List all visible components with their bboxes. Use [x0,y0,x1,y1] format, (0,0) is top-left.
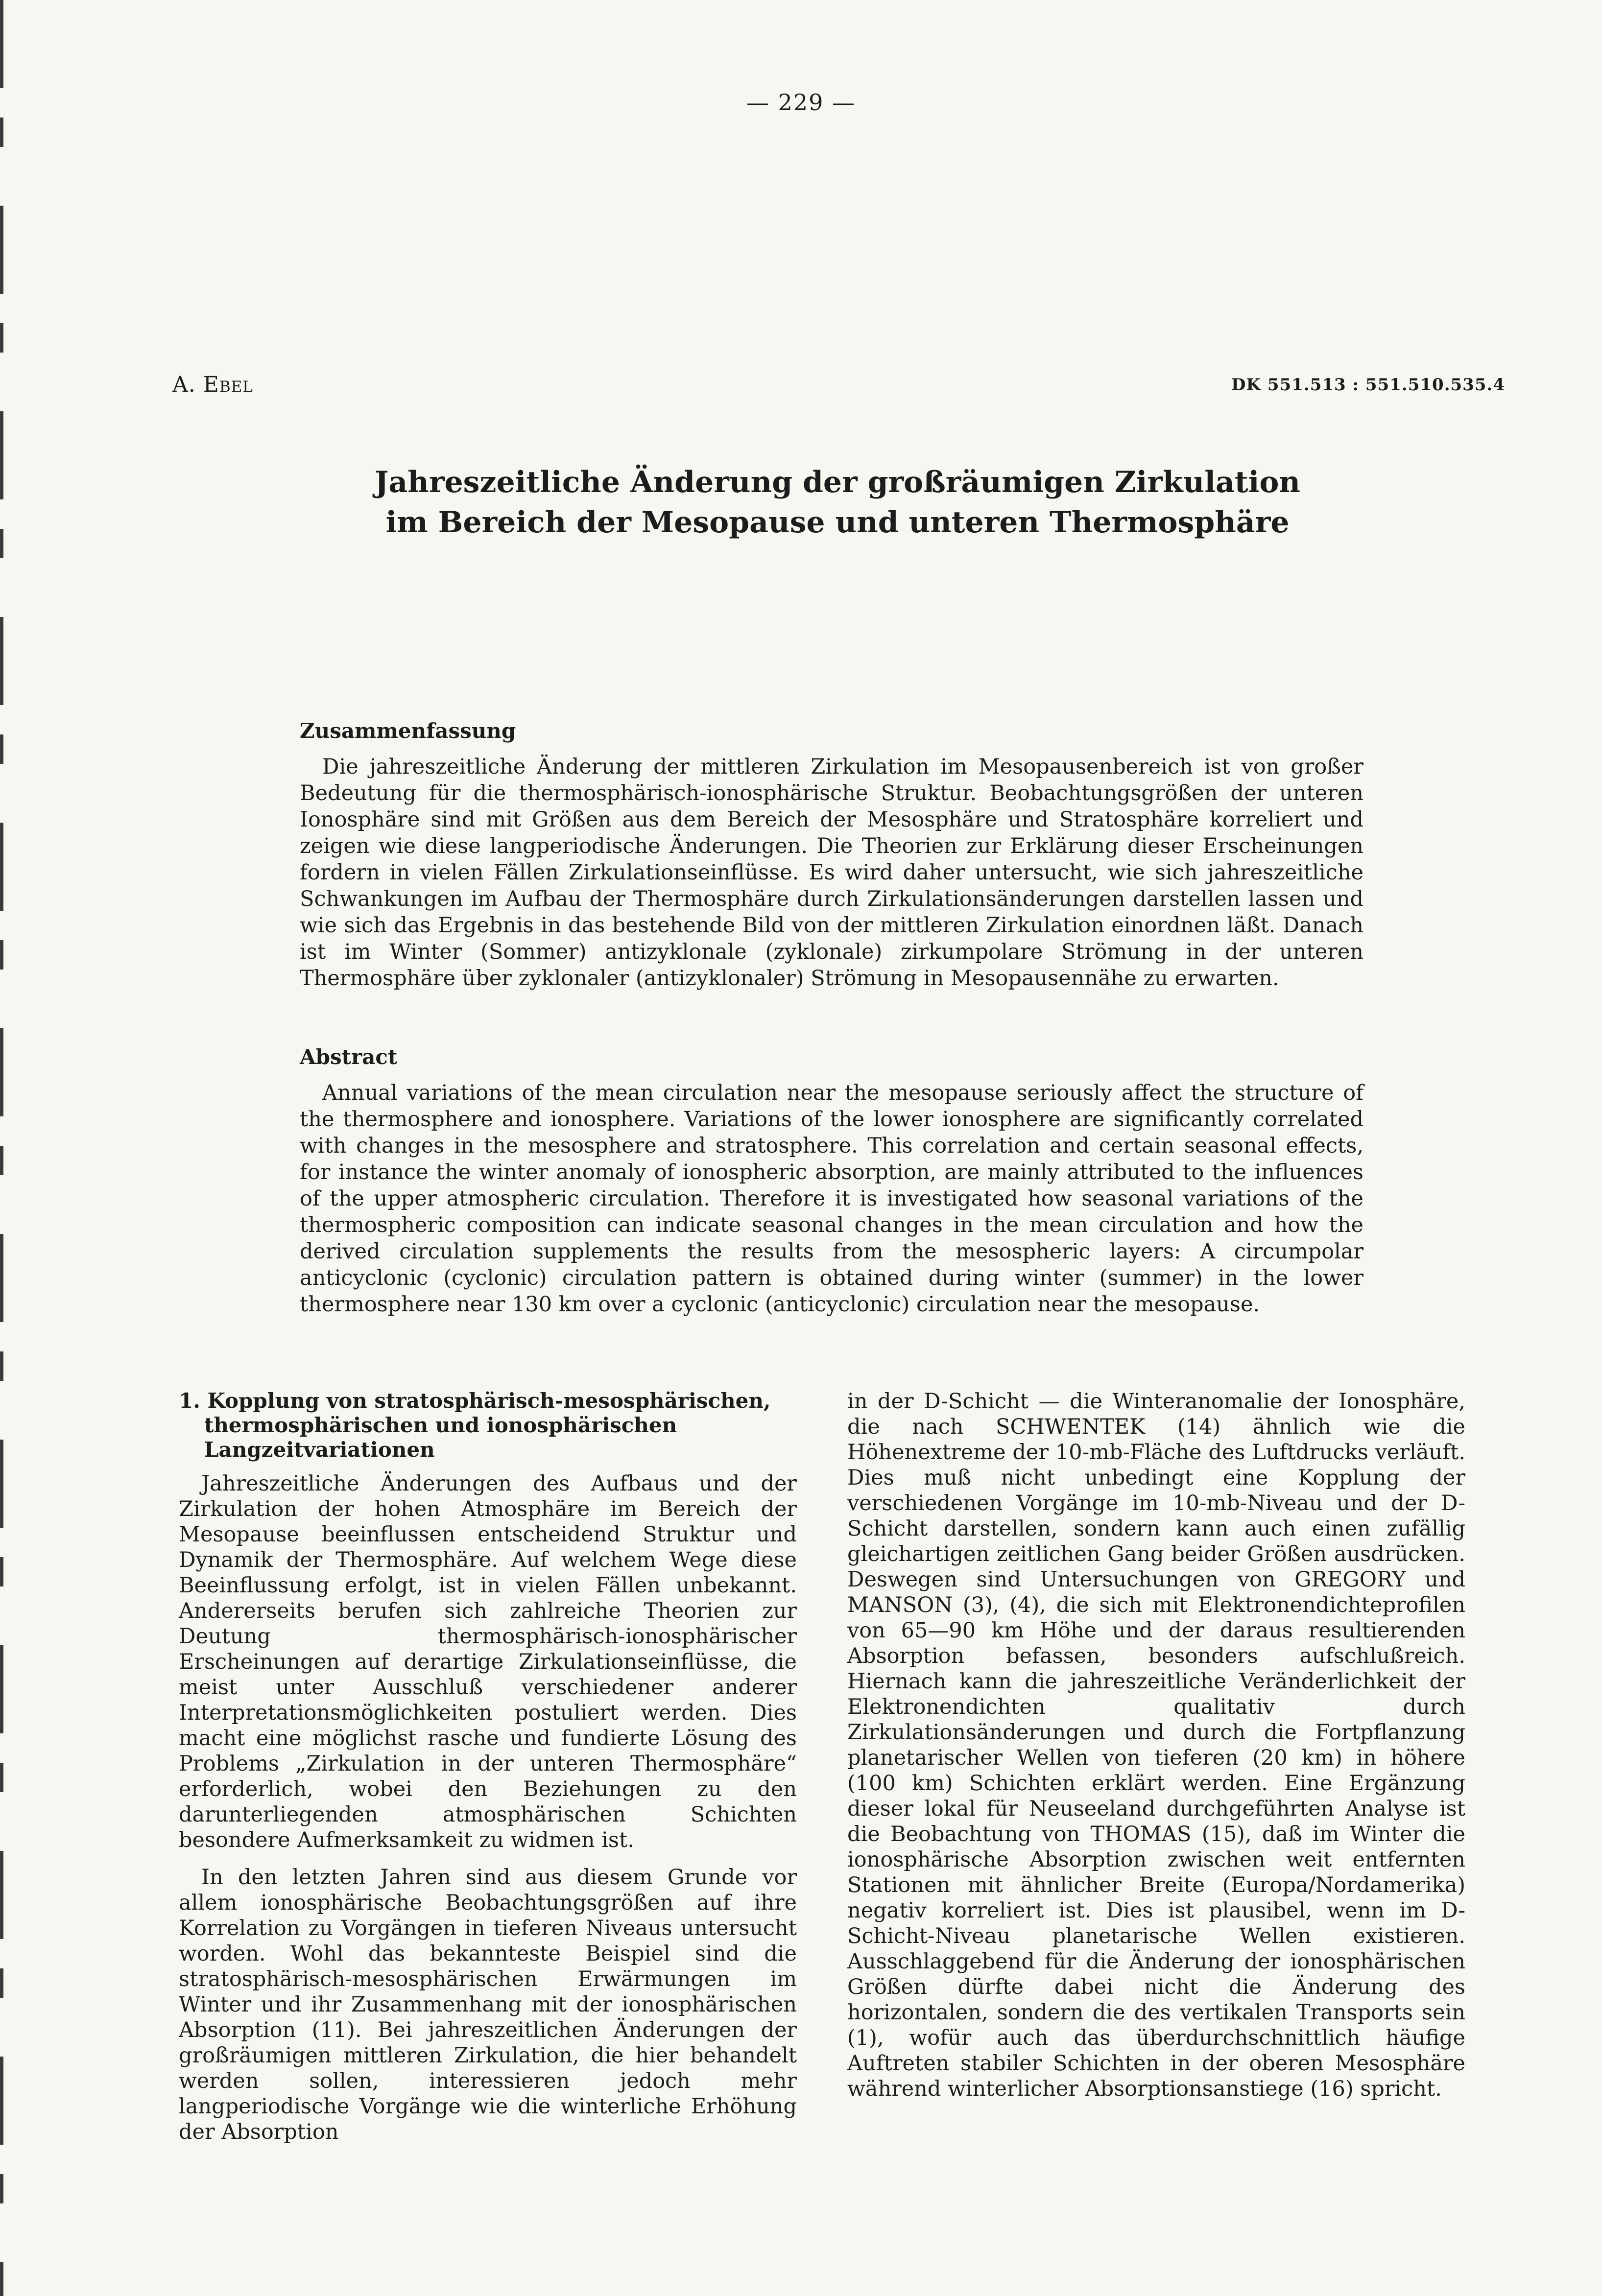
abstract-section [300,1045,1363,1318]
title-line-2: im Bereich der Mesopause und unteren Thermosphäre [385,505,1290,540]
right-column [847,1389,1465,2113]
zusammenfassung-heading: Zusammenfassung [300,719,516,743]
abstract-text: Annual variations of the mean circulation near the mesopause seriously affect the structure of the thermosphere and ionosphere. Variations of the lower ionosphere are significantly correlated with changes in the mesosphere and stratosphere. This correlation and certain seasonal effects, for instance the winter anomaly of ionospheric absorption, are mainly attributed to the influences of the upper atmospheric circulation. Therefore it is investigated how seasonal variations of the thermospheric composition can indicate seasonal changes in the mean circulation and how the derived circulation supplements the results from the mesospheric layers: A circumpolar anticyclonic (cyclonic) circulation pattern is obtained during winter (summer) in the lower thermosphere near 130 km over a cyclonic (anticyclonic) circulation near the mesopause. [300,1081,1363,1317]
author: A. Ebel [172,372,253,397]
section-1-heading: 1. Kopplung von stratosphärisch-mesosphärischen, thermosphärischen und ionosphärischen Langzeitvariationen [179,1389,771,1462]
zusammenfassung-text: Die jahreszeitliche Änderung der mittleren Zirkulation im Mesopausenbereich ist von großer Bedeutung für die thermosphärisch-ionosphärische Struktur. Beobachtungsgrößen der unteren Ionosphäre sind mit Größen aus dem Bereich der Mesosphäre und Stratosphäre korreliert und zeigen wie diese langperiodische Änderungen. Die Theorien zur Erklärung dieser Erscheinungen fordern in vielen Fällen Zirkulationseinflüsse. Es wird daher untersucht, wie sich jahreszeitliche Schwankungen im Aufbau der Thermosphäre durch Zirkulationsänderungen darstellen lassen und wie sich das Ergebnis in das bestehende Bild von der mittleren Zirkulation einordnen läßt. Danach ist im Winter (Sommer) antizyklonale (zyklonale) zirkumpolare Strömung in der unteren Thermosphäre über zyklonaler (antizyklonaler) Strömung in Mesopausennähe zu erwarten. [300,755,1363,991]
dk-classification: DK 551.513 : 551.510.535.4 [1231,375,1505,395]
left-paragraph-1: Jahreszeitliche Änderungen des Aufbaus und der Zirkulation der hohen Atmosphäre im Bereich der Mesopause beeinflussen entscheidend Struktur und Dynamik der Thermosphäre. Auf welchem Wege diese Beeinflussung erfolgt, ist in vielen Fällen unbekannt. Andererseits berufen sich zahlreiche Theorien zur Deutung thermosphärisch-ionosphärischer Erscheinungen auf derartige Zirkulationseinflüsse, die meist unter Ausschluß verschiedener anderer Interpretationsmöglichkeiten postuliert werden. Dies macht eine möglichst rasche und fundierte Lösung des Problems „Zirkulation in der unteren Thermosphäre“ erforderlich, wobei den Beziehungen zu den darunterliegenden atmosphärischen Schichten besondere Aufmerksamkeit zu widmen ist. [179,1471,797,1852]
abstract-heading: Abstract [300,1045,398,1069]
left-paragraph-2: In den letzten Jahren sind aus diesem Grunde vor allem ionosphärische Beobachtungsgrößen auf ihre Korrelation zu Vorgängen in tieferen Niveaus untersucht worden. Wohl das bekannteste Beispiel sind die stratosphärisch-mesosphärischen Erwärmungen im Winter und ihr Zusammenhang mit der ionosphärischen Absorption (11). Bei jahreszeitlichen Änderungen der großräumigen mittleren Zirkulation, die hier behandelt werden sollen, interessieren jedoch mehr langperiodische Vorgänge wie die winterliche Erhöhung der Absorption [179,1865,797,2144]
scan-edge [0,0,3,2296]
zusammenfassung-section [300,719,1363,992]
right-paragraph-1: in der D-Schicht — die Winteranomalie der Ionosphäre, die nach SCHWENTEK (14) ähnlich wie die Höhenextreme der 10-mb-Fläche des Luftdrucks verläuft. Dies muß nicht unbedingt eine Kopplung der verschiedenen Vorgänge im 10-mb-Niveau und der D-Schicht darstellen, sondern kann auch einen zufällig gleichartigen zeitlichen Gang beider Größen ausdrücken. Deswegen sind Untersuchungen von GREGORY und MANSON (3), (4), die sich mit Elektronendichteprofilen von 65—90 km Höhe und der daraus resultierenden Absorption befassen, besonders aufschlußreich. Hiernach kann die jahreszeitliche Veränderlichkeit der Elektronendichten qualitativ durch Zirkulationsänderungen und durch die Fortpflanzung planetarischer Wellen von tieferen (20 km) in höhere (100 km) Schichten erklärt werden. Eine Ergänzung dieser lokal für Neuseeland durchgeführten Analyse ist die Beobachtung von THOMAS (15), daß im Winter die ionosphärische Absorption zwischen weit entfernten Stationen mit ähnlicher Breite (Europa/Nordamerika) negativ korreliert ist. Dies ist plausibel, wenn im D-Schicht-Niveau planetarische Wellen existieren. Ausschlaggebend für die Änderung der ionosphärischen Größen dürfte dabei nicht die Änderung des horizontalen, sondern die des vertikalen Transports sein (1), wofür auch das überdurchschnittlich häufige Auftreten stabiler Schichten in der oberen Mesosphäre während winterlicher Absorptionsanstiege (16) spricht. [847,1389,1465,2101]
page-number: — 229 — [746,89,856,116]
left-column [179,1389,797,2156]
paper-title [294,462,1381,543]
title-line-1: Jahreszeitliche Änderung der großräumigen Zirkulation [374,465,1301,499]
